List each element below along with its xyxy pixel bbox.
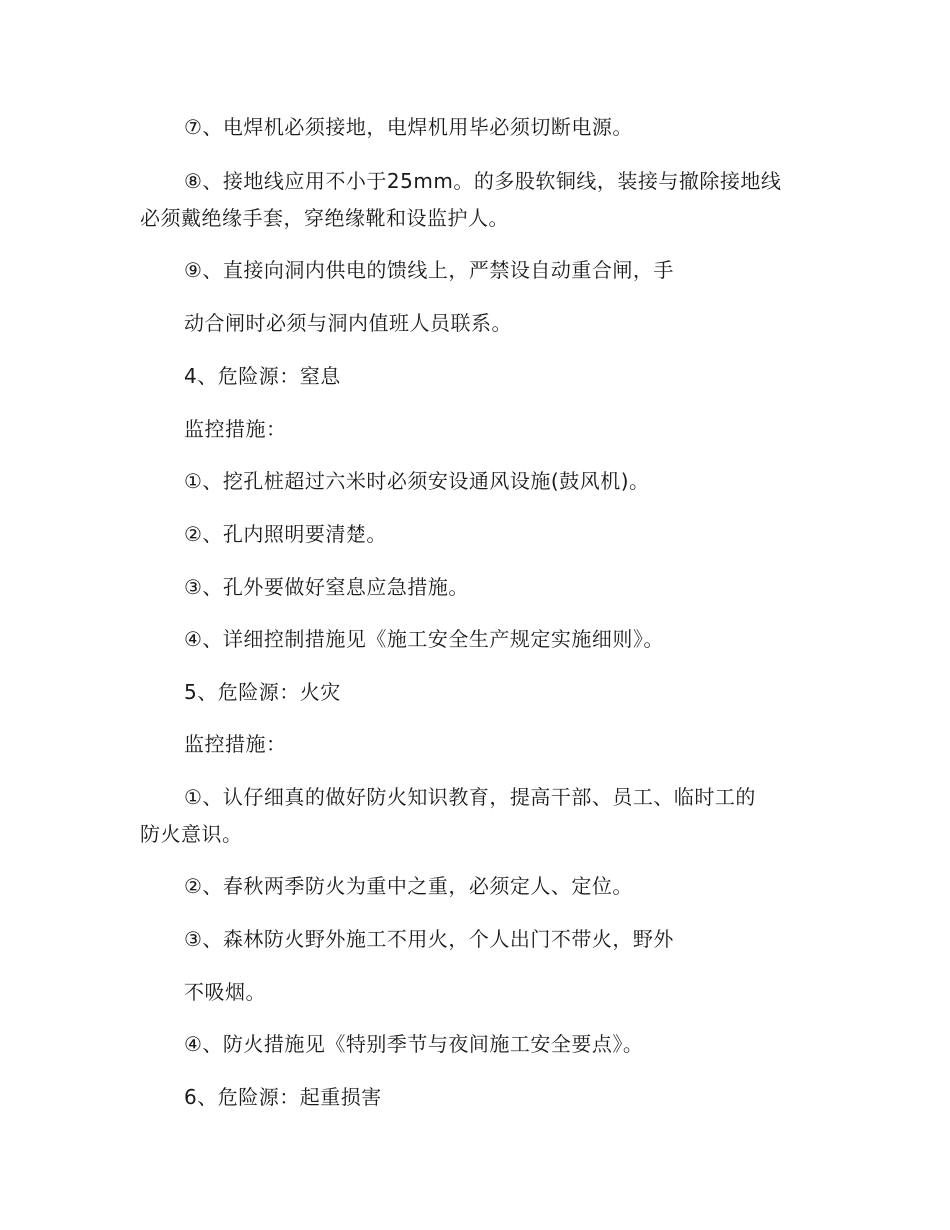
text-line: 监控措施：	[184, 417, 287, 441]
text-line: ④、详细控制措施见《施工安全生产规定实施细则》。	[184, 627, 664, 651]
text-line: ④、防火措施见《特别季节与夜间施工安全要点》。	[184, 1032, 644, 1056]
text-line: ①、挖孔桩超过六米时必须安设通风设施(鼓风机)。	[184, 469, 650, 493]
text-line: ⑨、直接向洞内供电的馈线上，严禁设自动重合闸，手	[184, 258, 674, 282]
text-line: ⑦、电焊机必须接地，电焊机用毕必须切断电源。	[184, 115, 633, 139]
text-line: 不吸烟。	[184, 980, 266, 1004]
text-line: ②、孔内照明要清楚。	[184, 522, 387, 546]
text-line: 防火意识。	[140, 822, 243, 846]
text-line: ⑧、接地线应用不小于25mm。的多股软铜线，装接与撤除接地线	[184, 169, 782, 193]
section-heading: 5、危险源：火灾	[184, 680, 341, 704]
text-line: ②、春秋两季防火为重中之重，必须定人、定位。	[184, 874, 633, 898]
text-line: 监控措施：	[184, 732, 287, 756]
text-line: ①、认仔细真的做好防火知识教育，提高干部、员工、临时工的	[184, 785, 756, 809]
section-heading: 4、危险源：窒息	[184, 364, 341, 388]
text-line: ③、森林防火野外施工不用火，个人出门不带火，野外	[184, 927, 674, 951]
text-line: 动合闸时必须与洞内值班人员联系。	[184, 311, 512, 335]
text-line: 必须戴绝缘手套，穿绝缘靴和设监护人。	[140, 206, 509, 230]
section-heading: 6、危险源：起重损害	[184, 1085, 382, 1109]
text-line: ③、孔外要做好窒息应急措施。	[184, 575, 469, 599]
